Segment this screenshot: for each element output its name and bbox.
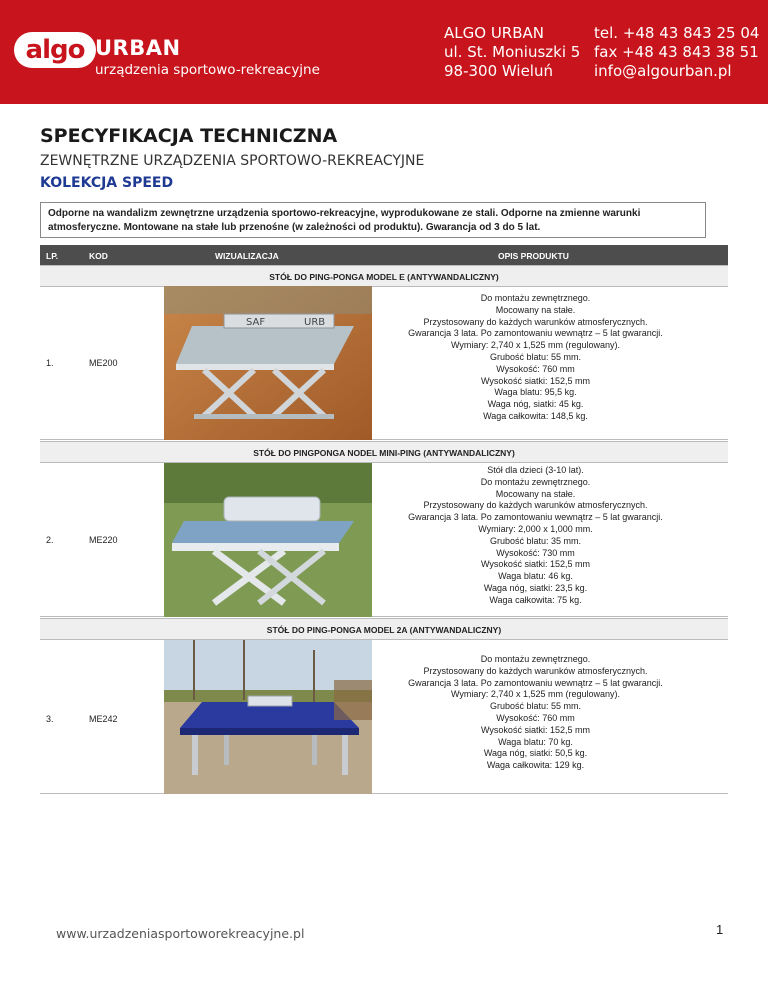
description-line: Waga całkowita: 148,5 kg.: [483, 410, 588, 421]
description-line: Waga blatu: 95,5 kg.: [494, 387, 577, 398]
contact-fax: fax +48 43 843 38 51: [594, 43, 759, 61]
product-photo: [164, 286, 372, 440]
company-address: [444, 24, 580, 81]
address-line: ul. St. Moniuszki 5: [444, 43, 581, 61]
row-kod: ME242: [89, 714, 118, 724]
description-line: Grubość blatu: 55 mm.: [489, 701, 582, 712]
description-line: Mocowany na stałe.: [495, 488, 576, 499]
description-line: Waga całkowita: 129 kg.: [486, 760, 585, 771]
row-lp: 2.: [46, 535, 54, 545]
logo: [14, 32, 96, 68]
description-line: Do montażu zewnętrznego.: [480, 654, 591, 664]
section-header: STÓŁ DO PINGPONGA NODEL MINI-PING (ANTYWANDALICZNY): [40, 441, 728, 463]
contact-email: info@algourban.pl: [594, 62, 732, 80]
photo-net-text: URB: [304, 317, 326, 328]
table-header: [40, 245, 728, 266]
description-line: Wymiary: 2,740 x 1,525 mm (regulowany).: [451, 689, 620, 700]
description-line: Grubość blatu: 55 mm.: [489, 351, 582, 362]
description-line: Wymiary: 2,740 x 1,525 mm (regulowany).: [451, 340, 620, 351]
column-header-opis: OPIS PRODUKTU: [498, 251, 569, 261]
description-line: Wysokość: 760 mm: [496, 363, 575, 374]
footer-url[interactable]: www.urzadzeniasportoworekreacyjne.pl: [56, 926, 305, 941]
table-row: [40, 286, 728, 440]
description-line: Waga blatu: 46 kg.: [498, 571, 573, 582]
table-row: [40, 640, 728, 794]
column-header-wizualizacja: WIZUALIZACJA: [215, 251, 279, 261]
page-subtitle: ZEWNĘTRZNE URZĄDZENIA SPORTOWO-REKREACYJNE: [40, 153, 425, 169]
description-line: Do montażu zewnętrznego.: [480, 476, 591, 487]
page-number: 1: [716, 922, 724, 937]
description-line: Waga blatu: 70 kg.: [498, 736, 573, 747]
description-line: Wysokość: 730 mm: [496, 547, 575, 558]
row-lp: 3.: [46, 714, 54, 724]
logo-algo: algo: [25, 35, 85, 65]
section-header: STÓŁ DO PING-PONGA MODEL 2A (ANTYWANDALICZNY): [40, 618, 728, 640]
description-line: Wysokość siatki: 152,5 mm: [481, 559, 590, 570]
company-contact: [594, 24, 759, 81]
page-header: [0, 0, 768, 104]
row-kod: ME200: [89, 358, 118, 368]
row-kod: ME220: [89, 535, 118, 545]
description-line: Przystosowany do każdych warunków atmosferycznych.: [423, 500, 648, 511]
logo-tagline: urządzenia sportowo-rekreacyjne: [95, 62, 320, 78]
table-row: [40, 463, 728, 617]
product-description: [380, 654, 691, 772]
description-line: Waga nóg, siatki: 50,5 kg.: [483, 748, 588, 759]
description-line: Wysokość: 760 mm: [496, 712, 575, 723]
photo-net-text: SAF: [246, 317, 266, 328]
page-title: SPECYFIKACJA TECHNICZNA: [40, 125, 338, 147]
product-photo: [164, 640, 372, 794]
column-header-lp: LP.: [46, 251, 59, 261]
description-line: Wysokość siatki: 152,5 mm: [481, 375, 590, 386]
description-line: Przystosowany do każdych warunków atmosferycznych.: [423, 665, 648, 676]
description-line: Gwarancja 3 lata. Po zamontowaniu wewnątrz – 5 lat gwarancji.: [408, 328, 663, 339]
section-header: STÓŁ DO PING-PONGA MODEL E (ANTYWANDALICZNY): [40, 265, 728, 287]
collection-name: KOLEKCJA SPEED: [40, 175, 174, 191]
address-line: 98-300 Wieluń: [444, 62, 553, 80]
contact-phone: tel. +48 43 843 25 04: [594, 24, 760, 42]
address-line: ALGO URBAN: [444, 24, 544, 42]
description-line: Waga całkowita: 75 kg.: [489, 594, 582, 605]
description-line: Gwarancja 3 lata. Po zamontowaniu wewnątrz – 5 lat gwarancji.: [408, 512, 663, 523]
logo-urban: URBAN: [95, 36, 181, 60]
description-line: Przystosowany do każdych warunków atmosferycznych.: [423, 316, 648, 327]
description-line: Gwarancja 3 lata. Po zamontowaniu wewnątrz – 5 lat gwarancji.: [408, 677, 663, 688]
description-line: Stół dla dzieci (3-10 lat).: [487, 465, 584, 475]
product-photo: [164, 463, 372, 617]
row-lp: 1.: [46, 358, 54, 368]
description-line: Do montażu zewnętrznego.: [480, 293, 591, 303]
description-line: Waga nóg, siatki: 45 kg.: [487, 399, 584, 410]
description-line: Wymiary: 2,000 x 1,000 mm.: [478, 523, 593, 534]
product-description: [380, 465, 691, 607]
column-header-kod: KOD: [89, 251, 108, 261]
description-line: Mocowany na stałe.: [495, 304, 576, 315]
description-line: Wysokość siatki: 152,5 mm: [481, 724, 590, 735]
intro-box: Odporne na wandalizm zewnętrzne urządzenia sportowo-rekreacyjne, wyprodukowane ze stali. Odporne na zmienne warunki atmosferyczne. Montowane na stałe lub przenośne (w zależności od produktu). Gwarancja od 3 do 5 lat.: [40, 202, 706, 238]
description-line: Grubość blatu: 35 mm.: [489, 535, 582, 546]
product-description: [380, 293, 691, 423]
description-line: Waga nóg, siatki: 23,5 kg.: [483, 582, 588, 593]
